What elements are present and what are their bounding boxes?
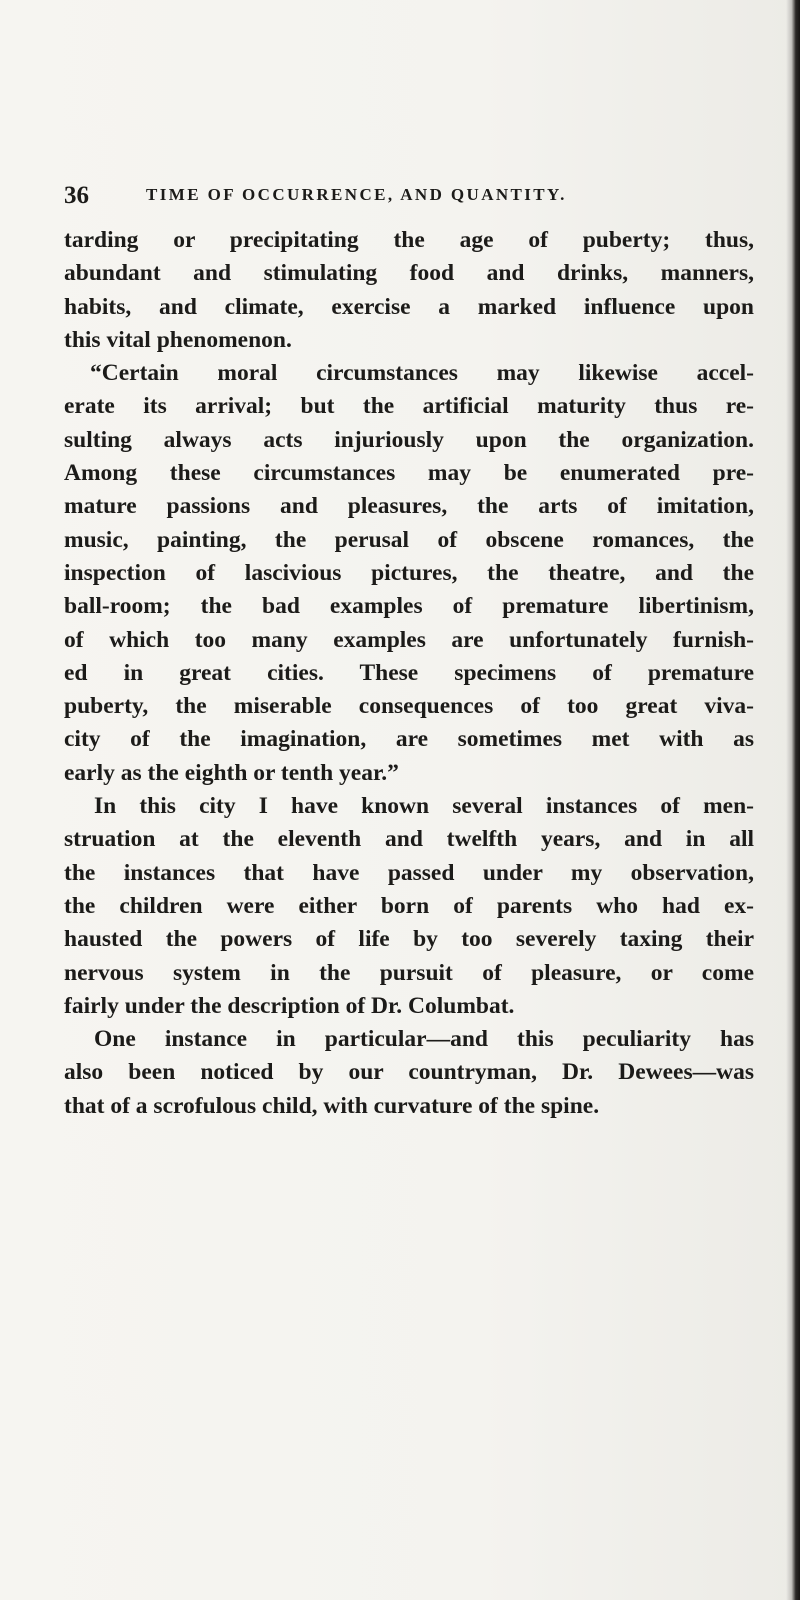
text-line: ball-room; the bad examples of premature libertinism,: [64, 593, 754, 620]
text-line: One instance in particular—and this peculiarity has: [94, 1026, 754, 1053]
text-line: Among these circumstances may be enumerated pre-: [64, 460, 754, 487]
page-edge-shadow: [786, 0, 800, 1600]
text-line: “Certain moral circumstances may likewise accel-: [90, 360, 754, 387]
text-line: this vital phenomenon.: [64, 326, 292, 353]
text-line: music, painting, the perusal of obscene romances, the: [64, 526, 754, 553]
text-line: of which too many examples are unfortunately furnish-: [64, 626, 754, 653]
text-line: ed in great cities. These specimens of premature: [64, 659, 754, 686]
text-line: struation at the eleventh and twelfth years, and in all: [64, 826, 754, 853]
text-line: In this city I have known several instances of men-: [94, 793, 754, 820]
text-line: tarding or precipitating the age of puberty; thus,: [64, 227, 754, 253]
text-line: that of a scrofulous child, with curvature of the spine.: [64, 1092, 600, 1119]
text-line: the instances that have passed under my observation,: [64, 859, 754, 886]
page-number: 36: [64, 182, 89, 209]
text-line: habits, and climate, exercise a marked influence upon: [64, 293, 754, 320]
text-line: puberty, the miserable consequences of too great viva-: [64, 693, 754, 720]
text-line: fairly under the description of Dr. Columbat.: [64, 992, 515, 1019]
text-line: city of the imagination, are sometimes met with as: [64, 726, 754, 753]
text-line: sulting always acts injuriously upon the organization.: [64, 426, 754, 453]
body-text: [64, 224, 754, 1123]
running-head-title: TIME OF OCCURRENCE, AND QUANTITY.: [146, 185, 567, 204]
text-line: also been noticed by our countryman, Dr. Dewees—was: [64, 1059, 754, 1086]
text-line: nervous system in the pursuit of pleasure, or come: [64, 959, 754, 986]
text-line: abundant and stimulating food and drinks, manners,: [64, 260, 754, 287]
text-line: the children were either born of parents who had ex-: [64, 892, 754, 919]
text-line: mature passions and pleasures, the arts of imitation,: [64, 493, 754, 520]
text-line: hausted the powers of life by too severely taxing their: [64, 926, 754, 953]
text-line: inspection of lascivious pictures, the theatre, and the: [64, 559, 754, 586]
text-line: early as the eighth or tenth year.”: [64, 759, 399, 786]
text-line: erate its arrival; but the artificial maturity thus re-: [64, 393, 754, 420]
running-head: [64, 182, 754, 212]
